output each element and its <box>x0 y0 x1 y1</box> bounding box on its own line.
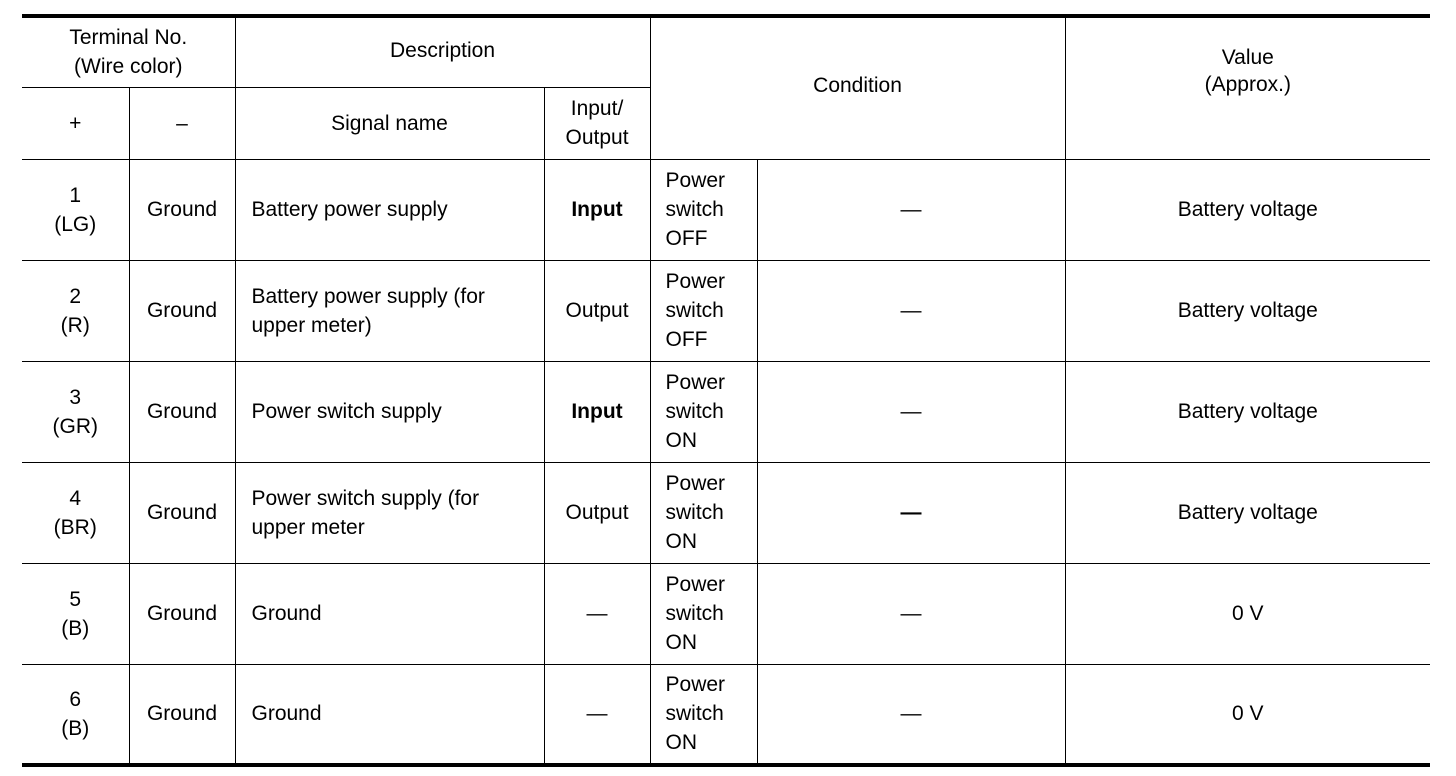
signal-name-header <box>235 87 544 159</box>
signal-name: Battery power supply (for <box>251 284 485 308</box>
condition-cell <box>650 462 757 563</box>
io-value: — <box>586 702 608 726</box>
io-label-line2: Output <box>565 126 629 149</box>
header-row-1 <box>22 16 1430 87</box>
plus-header <box>22 87 129 159</box>
condition-line: Power <box>665 169 726 192</box>
value-label: Value <box>1221 46 1274 70</box>
terminal-cell <box>22 664 129 765</box>
value-text: 0 V <box>1232 702 1264 726</box>
condition-detail-cell <box>757 260 1065 361</box>
signal-cell <box>235 462 544 563</box>
signal-cell <box>235 260 544 361</box>
terminal-number: 5 <box>69 587 82 611</box>
signal-name-label: Signal name <box>331 111 448 135</box>
table-row <box>22 260 1430 361</box>
condition-line: Power <box>665 371 726 394</box>
io-cell <box>544 563 650 664</box>
condition-line: switch <box>665 702 724 726</box>
io-cell <box>544 361 650 462</box>
minus-value: Ground <box>146 602 218 625</box>
io-cell <box>544 462 650 563</box>
minus-value: Ground <box>146 702 218 726</box>
value-cell <box>1065 563 1430 664</box>
value-text: Battery voltage <box>1177 501 1318 524</box>
minus-cell <box>129 260 235 361</box>
approx-label: (Approx.) <box>1204 73 1291 97</box>
table-row <box>22 462 1430 563</box>
terminal-no-header <box>22 16 235 87</box>
condition-line: switch <box>665 299 724 322</box>
minus-value: Ground <box>146 198 218 221</box>
signal-name-cont: upper meter) <box>251 313 372 337</box>
terminal-number: 2 <box>69 284 82 308</box>
minus-cell <box>129 563 235 664</box>
io-header <box>544 87 650 159</box>
terminal-cell <box>22 563 129 664</box>
condition-detail-cell <box>757 361 1065 462</box>
minus-label: – <box>176 111 188 135</box>
terminal-no-label: Terminal No. <box>69 26 188 50</box>
condition-detail: — <box>900 400 922 423</box>
table-row <box>22 664 1430 765</box>
condition-detail: — <box>900 198 922 221</box>
condition-line: Power <box>665 673 726 697</box>
value-cell <box>1065 664 1430 765</box>
io-value: Output <box>565 501 629 524</box>
io-value: — <box>586 602 608 625</box>
condition-detail-cell <box>757 664 1065 765</box>
minus-cell <box>129 664 235 765</box>
wire-color: (GR) <box>52 414 98 438</box>
io-label-line1: Input/ <box>570 97 624 120</box>
value-cell <box>1065 159 1430 260</box>
value-cell <box>1065 260 1430 361</box>
table-row <box>22 361 1430 462</box>
condition-line: ON <box>665 429 698 452</box>
condition-line: switch <box>665 501 724 524</box>
value-text: Battery voltage <box>1177 400 1318 423</box>
condition-line: OFF <box>665 227 708 250</box>
minus-value: Ground <box>146 299 218 322</box>
condition-cell <box>650 361 757 462</box>
condition-line: Power <box>665 270 726 293</box>
description-label: Description <box>389 38 496 62</box>
minus-cell <box>129 361 235 462</box>
signal-name: Ground <box>251 602 322 625</box>
io-cell <box>544 664 650 765</box>
signal-name: Power switch supply <box>251 400 442 423</box>
condition-line: switch <box>665 198 724 221</box>
condition-line: switch <box>665 602 724 625</box>
signal-name: Ground <box>251 702 322 726</box>
condition-detail: — <box>900 702 922 726</box>
condition-detail-cell <box>757 563 1065 664</box>
value-text: Battery voltage <box>1177 198 1318 221</box>
condition-detail: — <box>900 501 922 524</box>
minus-value: Ground <box>146 501 218 524</box>
minus-header <box>129 87 235 159</box>
signal-name-cont: upper meter <box>251 515 365 539</box>
wire-color-label: (Wire color) <box>74 55 183 79</box>
terminal-cell <box>22 159 129 260</box>
terminal-cell <box>22 361 129 462</box>
signal-cell <box>235 159 544 260</box>
terminal-number: 1 <box>69 183 82 207</box>
minus-cell <box>129 462 235 563</box>
condition-line: Power <box>665 472 726 495</box>
condition-line: ON <box>665 731 698 755</box>
wire-color: (LG) <box>54 212 97 236</box>
condition-line: ON <box>665 631 698 654</box>
wire-color: (B) <box>61 616 90 640</box>
condition-detail: — <box>900 602 922 625</box>
condition-cell <box>650 664 757 765</box>
terminal-cell <box>22 260 129 361</box>
value-cell <box>1065 462 1430 563</box>
terminal-number: 6 <box>69 687 82 711</box>
signal-name: Battery power supply <box>251 198 448 221</box>
minus-cell <box>129 159 235 260</box>
terminal-number: 3 <box>69 385 82 409</box>
terminal-number: 4 <box>69 486 82 510</box>
io-value: Output <box>565 299 629 322</box>
io-value: Input <box>571 198 623 221</box>
table-row <box>22 159 1430 260</box>
condition-cell <box>650 260 757 361</box>
io-cell <box>544 159 650 260</box>
condition-line: OFF <box>665 328 708 351</box>
signal-cell <box>235 664 544 765</box>
value-text: 0 V <box>1232 602 1264 625</box>
plus-label: + <box>69 111 82 135</box>
value-cell <box>1065 361 1430 462</box>
table-row <box>22 563 1430 664</box>
minus-value: Ground <box>146 400 218 423</box>
value-header <box>1065 16 1430 159</box>
wire-color: (B) <box>61 716 90 740</box>
signal-cell <box>235 361 544 462</box>
description-header <box>235 16 650 87</box>
terminal-cell <box>22 462 129 563</box>
condition-detail: — <box>900 299 922 322</box>
condition-line: ON <box>665 530 698 553</box>
condition-detail-cell <box>757 462 1065 563</box>
condition-cell <box>650 159 757 260</box>
condition-line: Power <box>665 573 726 596</box>
wire-color: (BR) <box>53 515 97 539</box>
condition-detail-cell <box>757 159 1065 260</box>
io-value: Input <box>571 400 623 423</box>
value-text: Battery voltage <box>1177 299 1318 322</box>
condition-header <box>650 16 1065 159</box>
condition-cell <box>650 563 757 664</box>
wire-color: (R) <box>60 313 90 337</box>
io-cell <box>544 260 650 361</box>
signal-cell <box>235 563 544 664</box>
condition-label: Condition <box>813 73 902 97</box>
signal-name: Power switch supply (for <box>251 486 480 510</box>
terminal-spec-table <box>22 14 1430 767</box>
condition-line: switch <box>665 400 724 423</box>
